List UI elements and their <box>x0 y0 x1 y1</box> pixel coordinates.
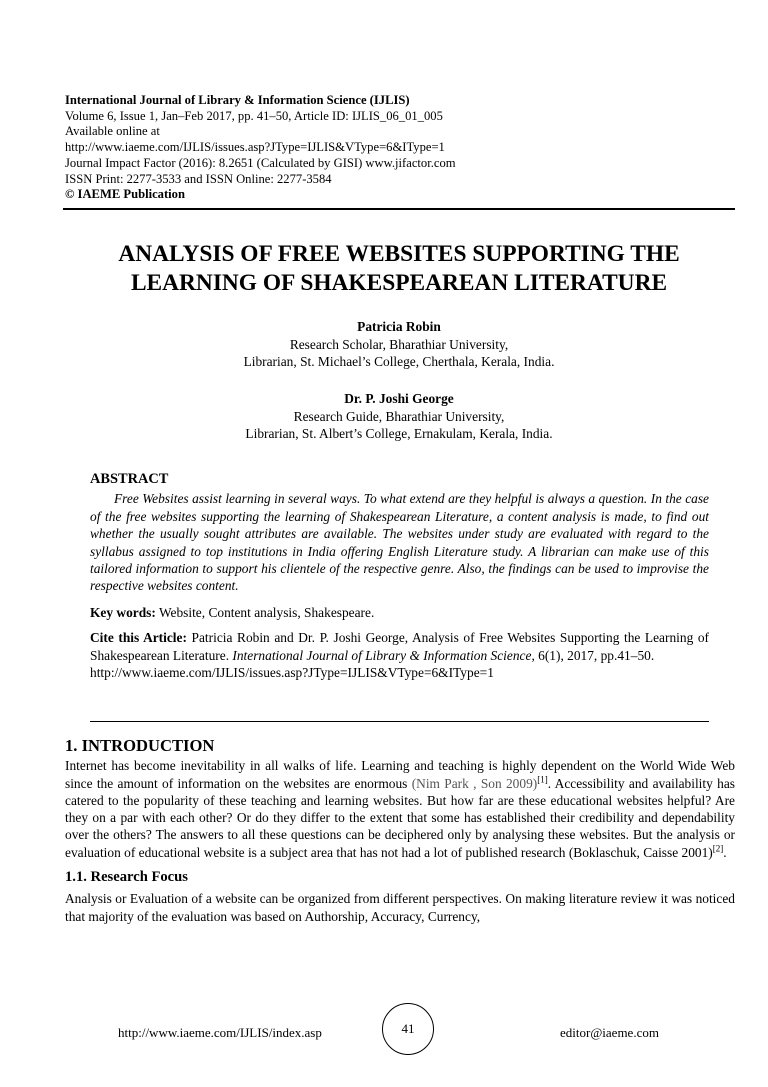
issn: ISSN Print: 2277-3533 and ISSN Online: 2277-3584 <box>65 171 332 186</box>
author-affiliation: Research Guide, Bharathiar University, <box>293 408 505 424</box>
author-name: Patricia Robin <box>357 319 441 334</box>
author-block-2 <box>40 390 758 443</box>
keywords-value: Website, Content analysis, Shakespeare. <box>158 604 375 620</box>
paper-title <box>40 240 758 298</box>
journal-header <box>65 93 735 203</box>
title-line-2: LEARNING OF SHAKESPEAREAN LITERATURE <box>130 270 668 296</box>
author-affiliation: Research Scholar, Bharathiar University, <box>289 336 509 352</box>
cite-label: Cite this Article: <box>90 630 187 646</box>
citation <box>90 629 709 681</box>
header-divider <box>63 208 735 210</box>
intro-paragraph: Internet has become inevitability in all walks of life. Learning and teaching is highly dependent on the World Wide Web since the amount of information on the websites are enormous (Nim Park , Son 2009)[1]. Accessibility and availability has catered to the popularity of these teaching and learning websites. But how far are these educational websites helpful? Are they on a par with each other? Or do they differ to the extent that some has established their credibility and dependability over the others? The answers to all these questions can be deciphered only by analysing these websites. But the analysis or evaluation of educational website is a subject area that has not had a lot of published research (Boklaschuk, Caisse 2001)[2]. <box>65 758 735 860</box>
footnote-ref: [1] <box>537 774 548 785</box>
footnote-ref: [2] <box>712 843 724 854</box>
cite-text: Patricia Robin and Dr. P. Joshi George, Analysis of Free Websites Supporting the Learning of Shakespearean Literature. <box>90 630 710 663</box>
cite-details: , 6(1), 2017, pp.41–50. <box>531 647 655 663</box>
page-number: 41 <box>382 1003 434 1055</box>
abstract-section <box>90 471 709 681</box>
keywords-label: Key words: <box>90 604 156 620</box>
citation-ref: (Nim Park , Son 2009) <box>411 775 538 791</box>
research-focus-paragraph: Analysis or Evaluation of a website can be organized from different perspectives. On making literature review it was noticed that majority of the evaluation was based on Authorship, Accuracy, Currency, <box>65 891 735 924</box>
impact-factor: Journal Impact Factor (2016): 8.2651 (Calculated by GISI) www.jifactor.com <box>65 155 456 170</box>
journal-name: International Journal of Library & Information Science (IJLIS) <box>65 93 410 107</box>
introduction-section <box>65 737 735 925</box>
footer-email[interactable]: editor@iaeme.com <box>560 1025 659 1040</box>
subsection-heading: 1.1. Research Focus <box>65 869 188 886</box>
abstract-heading: ABSTRACT <box>90 471 169 487</box>
cite-journal: International Journal of Library & Information Science <box>232 647 532 663</box>
author-block-1 <box>40 318 758 371</box>
issue-url[interactable]: http://www.iaeme.com/IJLIS/issues.asp?JType=IJLIS&VType=6&IType=1 <box>65 140 445 155</box>
abstract-divider <box>90 721 709 722</box>
title-line-1: ANALYSIS OF FREE WEBSITES SUPPORTING THE <box>118 241 680 267</box>
author-name: Dr. P. Joshi George <box>344 391 454 406</box>
author-affiliation: Librarian, St. Albert’s College, Ernakulam, Kerala, India. <box>245 426 553 441</box>
keywords <box>90 604 709 621</box>
available-online: Available online at <box>65 124 160 139</box>
abstract-text: Free Websites assist learning in several ways. To what extend are they helpful is always a question. In the case of the free websites supporting the learning of Shakespearean Literature, a content analysis is made, to find out whether the usually sought attributes are available. The websites under study are evaluated with regard to the syllabus assigned to top institutions in India offering English Literature study. A librarian can make use of this tailored information to support his clientele of the respective genre. Also, the findings can be used to improvise the respective websites content. <box>90 491 709 594</box>
section-heading: 1. INTRODUCTION <box>65 736 215 755</box>
volume-info: Volume 6, Issue 1, Jan–Feb 2017, pp. 41–50, Article ID: IJLIS_06_01_005 <box>65 108 443 123</box>
author-affiliation: Librarian, St. Michael’s College, Cherthala, Kerala, India. <box>243 354 555 369</box>
footer-url[interactable]: http://www.iaeme.com/IJLIS/index.asp <box>118 1025 322 1040</box>
page-footer <box>0 1003 768 1057</box>
publisher: © IAEME Publication <box>65 187 185 202</box>
cite-url[interactable]: http://www.iaeme.com/IJLIS/issues.asp?JType=IJLIS&VType=6&IType=1 <box>90 665 494 681</box>
